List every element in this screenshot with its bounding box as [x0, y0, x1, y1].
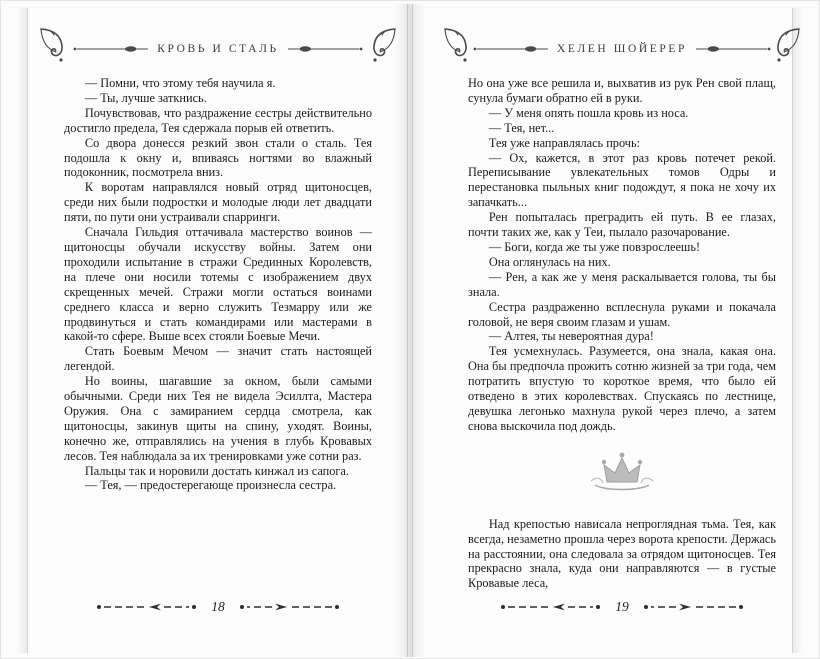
paragraph: — Рен, а как же у меня раскалывается голова, ты бы знала. — [468, 269, 776, 299]
page-number-flourish-icon — [499, 602, 603, 612]
running-header — [64, 32, 372, 66]
paragraph: — Алтея, ты невероятная дура! — [488, 329, 654, 344]
paragraph: Сначала Гильдия оттачивала мастерство воинов — щитоносцы обучали искусству войны. Затем они проходили испытание в стражи Срединных Королевств, на плече они носили тотемы с изображением двух скрещенных мечей. Стражи могли остаться воинами среднего класса и верно служить Тезмарру или же продвинуться и стать командирами или мастерами в какой-то сфере. Выше всех стояли Боевые Мечи. — [64, 225, 372, 344]
running-title: КРОВЬ И СТАЛЬ — [157, 43, 279, 55]
corner-flourish-icon — [368, 26, 398, 64]
text-section-top — [468, 76, 776, 434]
paragraph: Тея уже направлялась прочь: — [488, 135, 640, 150]
page-number: 18 — [211, 599, 225, 614]
paragraph: К воротам направлялся новый отряд щитоносцев, среди них были подростки и молодые люди лет двадцати пяти, по пути они устраивали спарринги. — [64, 180, 372, 225]
paragraph: Стать Боевым Мечом — значит стать настоящей легендой. — [64, 344, 372, 374]
running-header — [468, 32, 776, 66]
paragraph: — Ох, кажется, в этот раз кровь потечет рекой. Переписывание увлекательных томов Одры и перестановка пыльных книг подождут, я пока не хочу их запачкать... — [468, 150, 776, 210]
running-title: ХЕЛЕН ШОЙЕРЕР — [556, 43, 688, 55]
paragraph: — Тея, нет... — [488, 120, 555, 135]
paragraph: Тея усмехнулась. Разумеется, она знала, какая она. Она бы предпочла прожить сотню жизней за три года, чем потратить впустую то короткое время, что было ей отведено в этих королевствах. Спускаясь по лестнице, девушка легонько махнула рукой через плечо, а затем снова выскочила под дождь. — [468, 344, 776, 433]
section-divider — [468, 450, 776, 499]
paragraph: — Боги, когда же ты уже повзрослеешь! — [488, 239, 701, 254]
page-left — [28, 0, 408, 659]
header-flourish-icon — [694, 43, 772, 55]
page-number-flourish-icon — [95, 602, 199, 612]
crown-divider-icon — [589, 450, 655, 499]
page-number-flourish-icon — [641, 602, 745, 612]
paragraph: Но воины, шагавшие за окном, были самыми обычными. Среди них Тея не видела Эсиллта, Мастера Оружия. Она с замиранием сердца смотрела, как щитоносцы, закинув щиты на спину, уходят. Воины, конечно же, отправлялись на учения в глубь Кровавых лесов. Тея наблюдала за их тренировками уже сотни раз. — [64, 374, 372, 463]
header-flourish-icon — [286, 43, 364, 55]
paragraph: Но она уже все решила и, выхватив из рук Рен свой плащ, сунула бумаги обратно ей в руки. — [468, 76, 776, 105]
paragraph: Сестра раздраженно всплеснула руками и покачала головой, не веря своим глазам и ушам. — [468, 299, 776, 329]
page-footer — [64, 599, 372, 615]
page-number-flourish-icon — [237, 602, 341, 612]
paragraph: — Ты, лучше заткнись. — [84, 90, 207, 105]
paragraph: Со двора донесся резкий звон стали о сталь. Тея подошла к окну и, впиваясь ногтями во влажный подоконник, посмотрела вниз. — [64, 135, 372, 180]
page-footer — [468, 599, 776, 615]
paragraph: Пальцы так и норовили достать кинжал из сапога. — [84, 463, 349, 478]
paragraph: Почувствовав, что раздражение сестры действительно достигло предела, Тея сдержала порыв ей ответить. — [64, 105, 372, 135]
page-number: 19 — [615, 599, 629, 614]
header-flourish-icon — [72, 43, 150, 55]
page-text-left — [64, 76, 372, 592]
paragraph: Она оглянулась на них. — [488, 254, 611, 269]
paragraph: — Тея, — предостерегающе произнесла сестра. — [84, 478, 337, 493]
page-right — [432, 0, 812, 659]
header-flourish-icon — [472, 43, 550, 55]
paragraph: Рен попыталась преградить ей путь. В ее глазах, почти таких же, как у Теи, пылало разочарование. — [468, 210, 776, 240]
paragraph: Над крепостью нависала непроглядная тьма. Тея, как всегда, незаметно прошла через ворота крепости. Держась на расстоянии, она следовала за отрядом щитоносцев. Тея прекрасно знала, куда они направляются — в густые Кровавые леса, — [468, 516, 776, 591]
paragraph: — Помни, что этому тебя научила я. — [84, 76, 276, 90]
page-text-right — [468, 76, 776, 592]
corner-flourish-icon — [38, 26, 68, 64]
paragraph: — У меня опять пошла кровь из носа. — [488, 105, 689, 120]
text-section-bottom — [468, 517, 776, 592]
corner-flourish-icon — [772, 26, 802, 64]
corner-flourish-icon — [442, 26, 472, 64]
